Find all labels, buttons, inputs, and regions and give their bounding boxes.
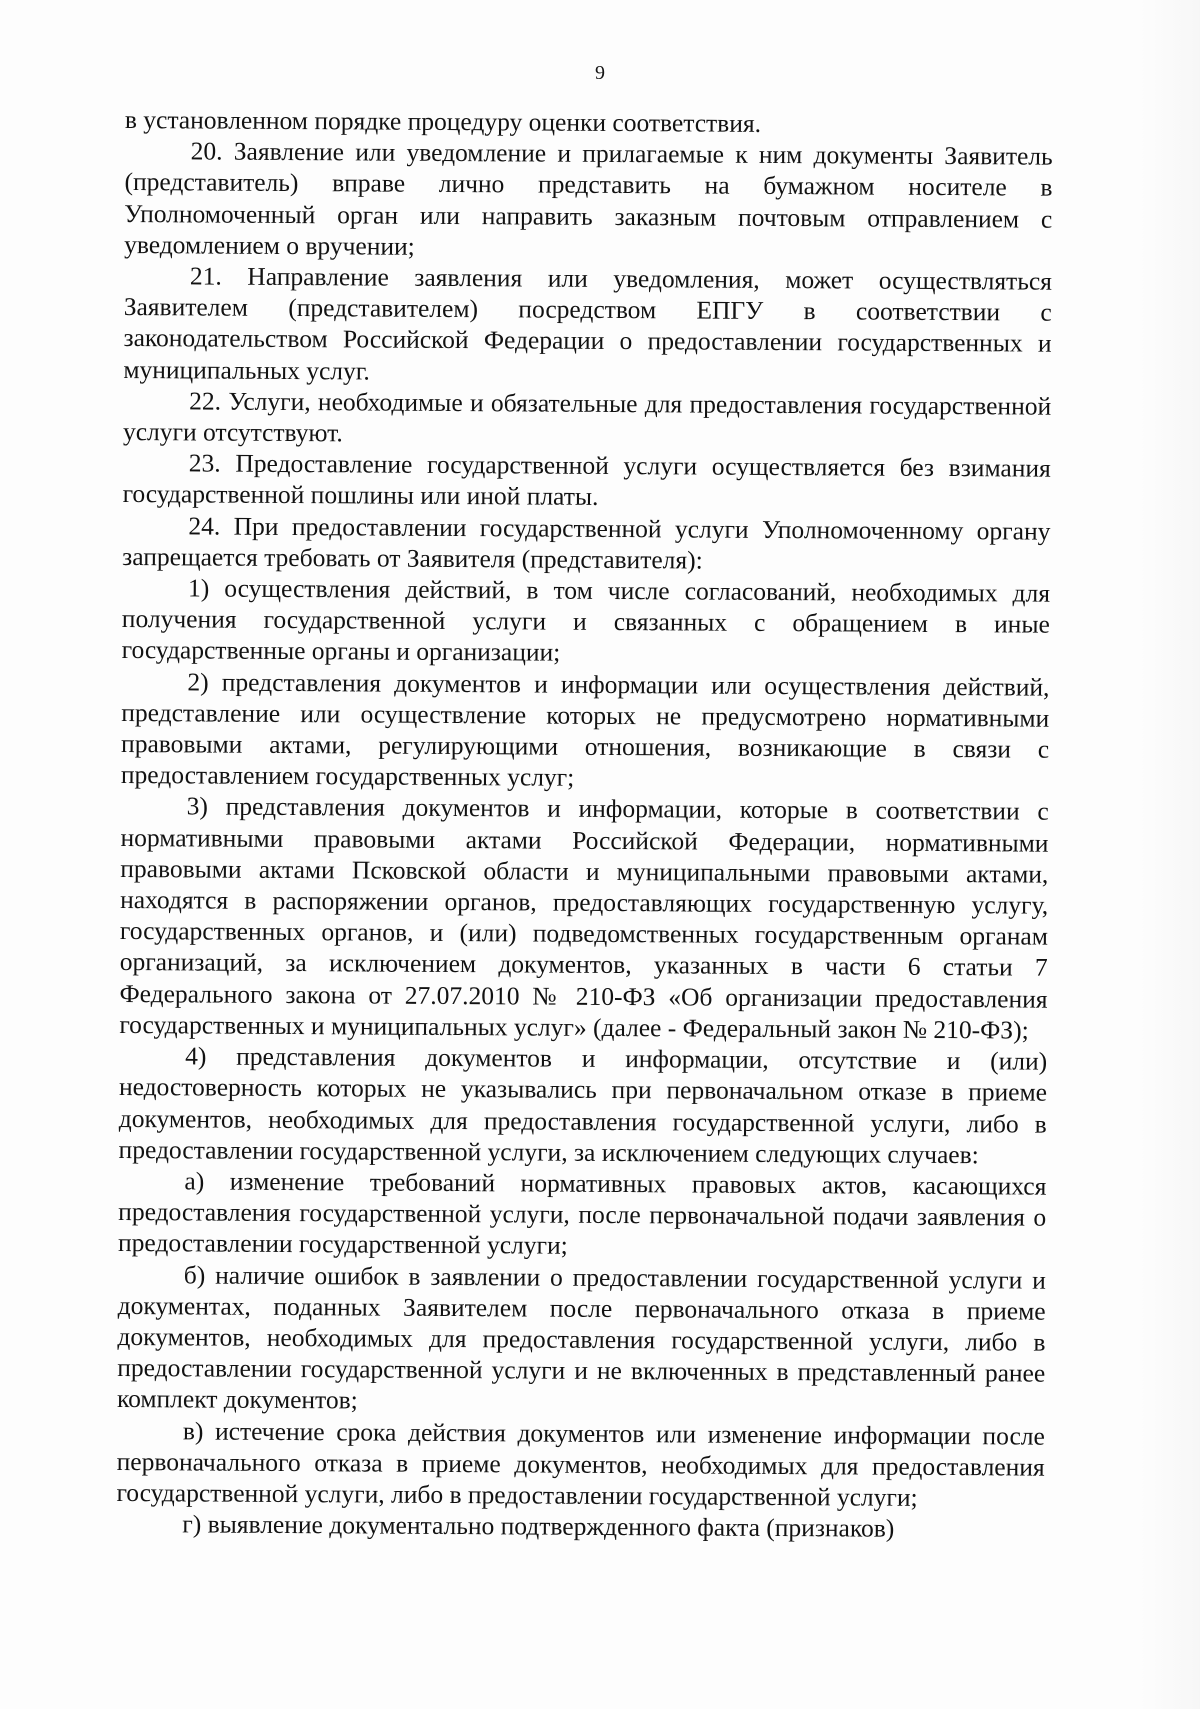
list-item-4: 4) представления документов и информации, отсутствие и (или) недостоверность которых не указывались при первоначальном отказе в приеме документов, необходимых для предоставления государственной услуги, либо в предоставлении государственной услуги, за исключением следующих случаев: xyxy=(118,1041,1048,1169)
sub-item-g: г) выявление документально подтвержденного факта (признаков) xyxy=(182,1509,895,1543)
list-item-2: 2) представления документов и информации или осуществления действий, представление или осуществление которых не предусмотрено нормативными правовыми актами, регулирующими отношения, возникающие в связи с предоставлением государственных услуг; xyxy=(120,667,1050,793)
document-body xyxy=(116,104,1053,1545)
sub-item-b: б) наличие ошибок в заявлении о предоставлении государственной услуги и документах, поданных Заявителем после первоначального отказа в приеме документов, необходимых для предоставления государственной услуги, либо в предоставлении государственной услуги и не включенных в представленный ранее комплект документов; xyxy=(117,1259,1046,1415)
paragraph-intro: в установленном порядке процедуру оценки соответствия. xyxy=(124,104,762,138)
paragraph-23: 23. Предоставление государственной услуги осуществляется без взимания государственной пошлины или иной платы. xyxy=(122,448,1051,512)
list-item-1: 1) осуществления действий, в том числе согласований, необходимых для получения государственной услуги и связанных с обращением в иные государственные органы и организации; xyxy=(121,573,1051,668)
paragraph-22: 22. Услуги, необходимые и обязательные для предоставления государственной услуги отсутствуют. xyxy=(122,386,1052,448)
paragraph-24: 24. При предоставлении государственной услуги Уполномоченному органу запрещается требовать от Заявителя (представителя): xyxy=(122,511,1051,575)
page-number: 9 xyxy=(595,62,605,84)
scan-edge-shadow xyxy=(1140,0,1200,1709)
list-item-3: 3) представления документов и информации, которые в соответствии с нормативными правовыми актами Российской Федерации, нормативными правовыми актами Псковской области и муниципальными правовыми актами, находятся в распоряжении органов, предоставляющих государственную услугу, государственных органов, и (или) подведомственных государственным органам организаций, за исключением документов, указанных в части 6 статьи 7 Федерального закона от 27.07.2010 № 210-ФЗ «Об организации предоставления государственных и муниципальных услуг» (далее - Федеральный закон № 210-ФЗ); xyxy=(119,791,1049,1045)
sub-item-a: а) изменение требований нормативных правовых актов, касающихся предоставления государственной услуги, после первоначальной подачи заявления о предоставлении государственной услуги; xyxy=(117,1166,1047,1261)
paragraph-20: 20. Заявление или уведомление и прилагаемые к ним документы Заявитель (представитель) вправе лично представить на бумажном носителе в Уполномоченный орган или направить заказным почтовым отправлением с уведомлением о вручении; xyxy=(124,136,1053,261)
paragraph-21: 21. Направление заявления или уведомления, может осуществляться Заявителем (представителем) посредством ЕПГУ в соответствии с законодательством Российской Федерации о предоставлении государственных и муниципальных услуг. xyxy=(123,261,1053,386)
sub-item-v: в) истечение срока действия документов или изменение информации после первоначального отказа в приеме документов, необходимых для предоставления государственной услуги, либо в предоставлении государственной услуги; xyxy=(116,1415,1045,1512)
